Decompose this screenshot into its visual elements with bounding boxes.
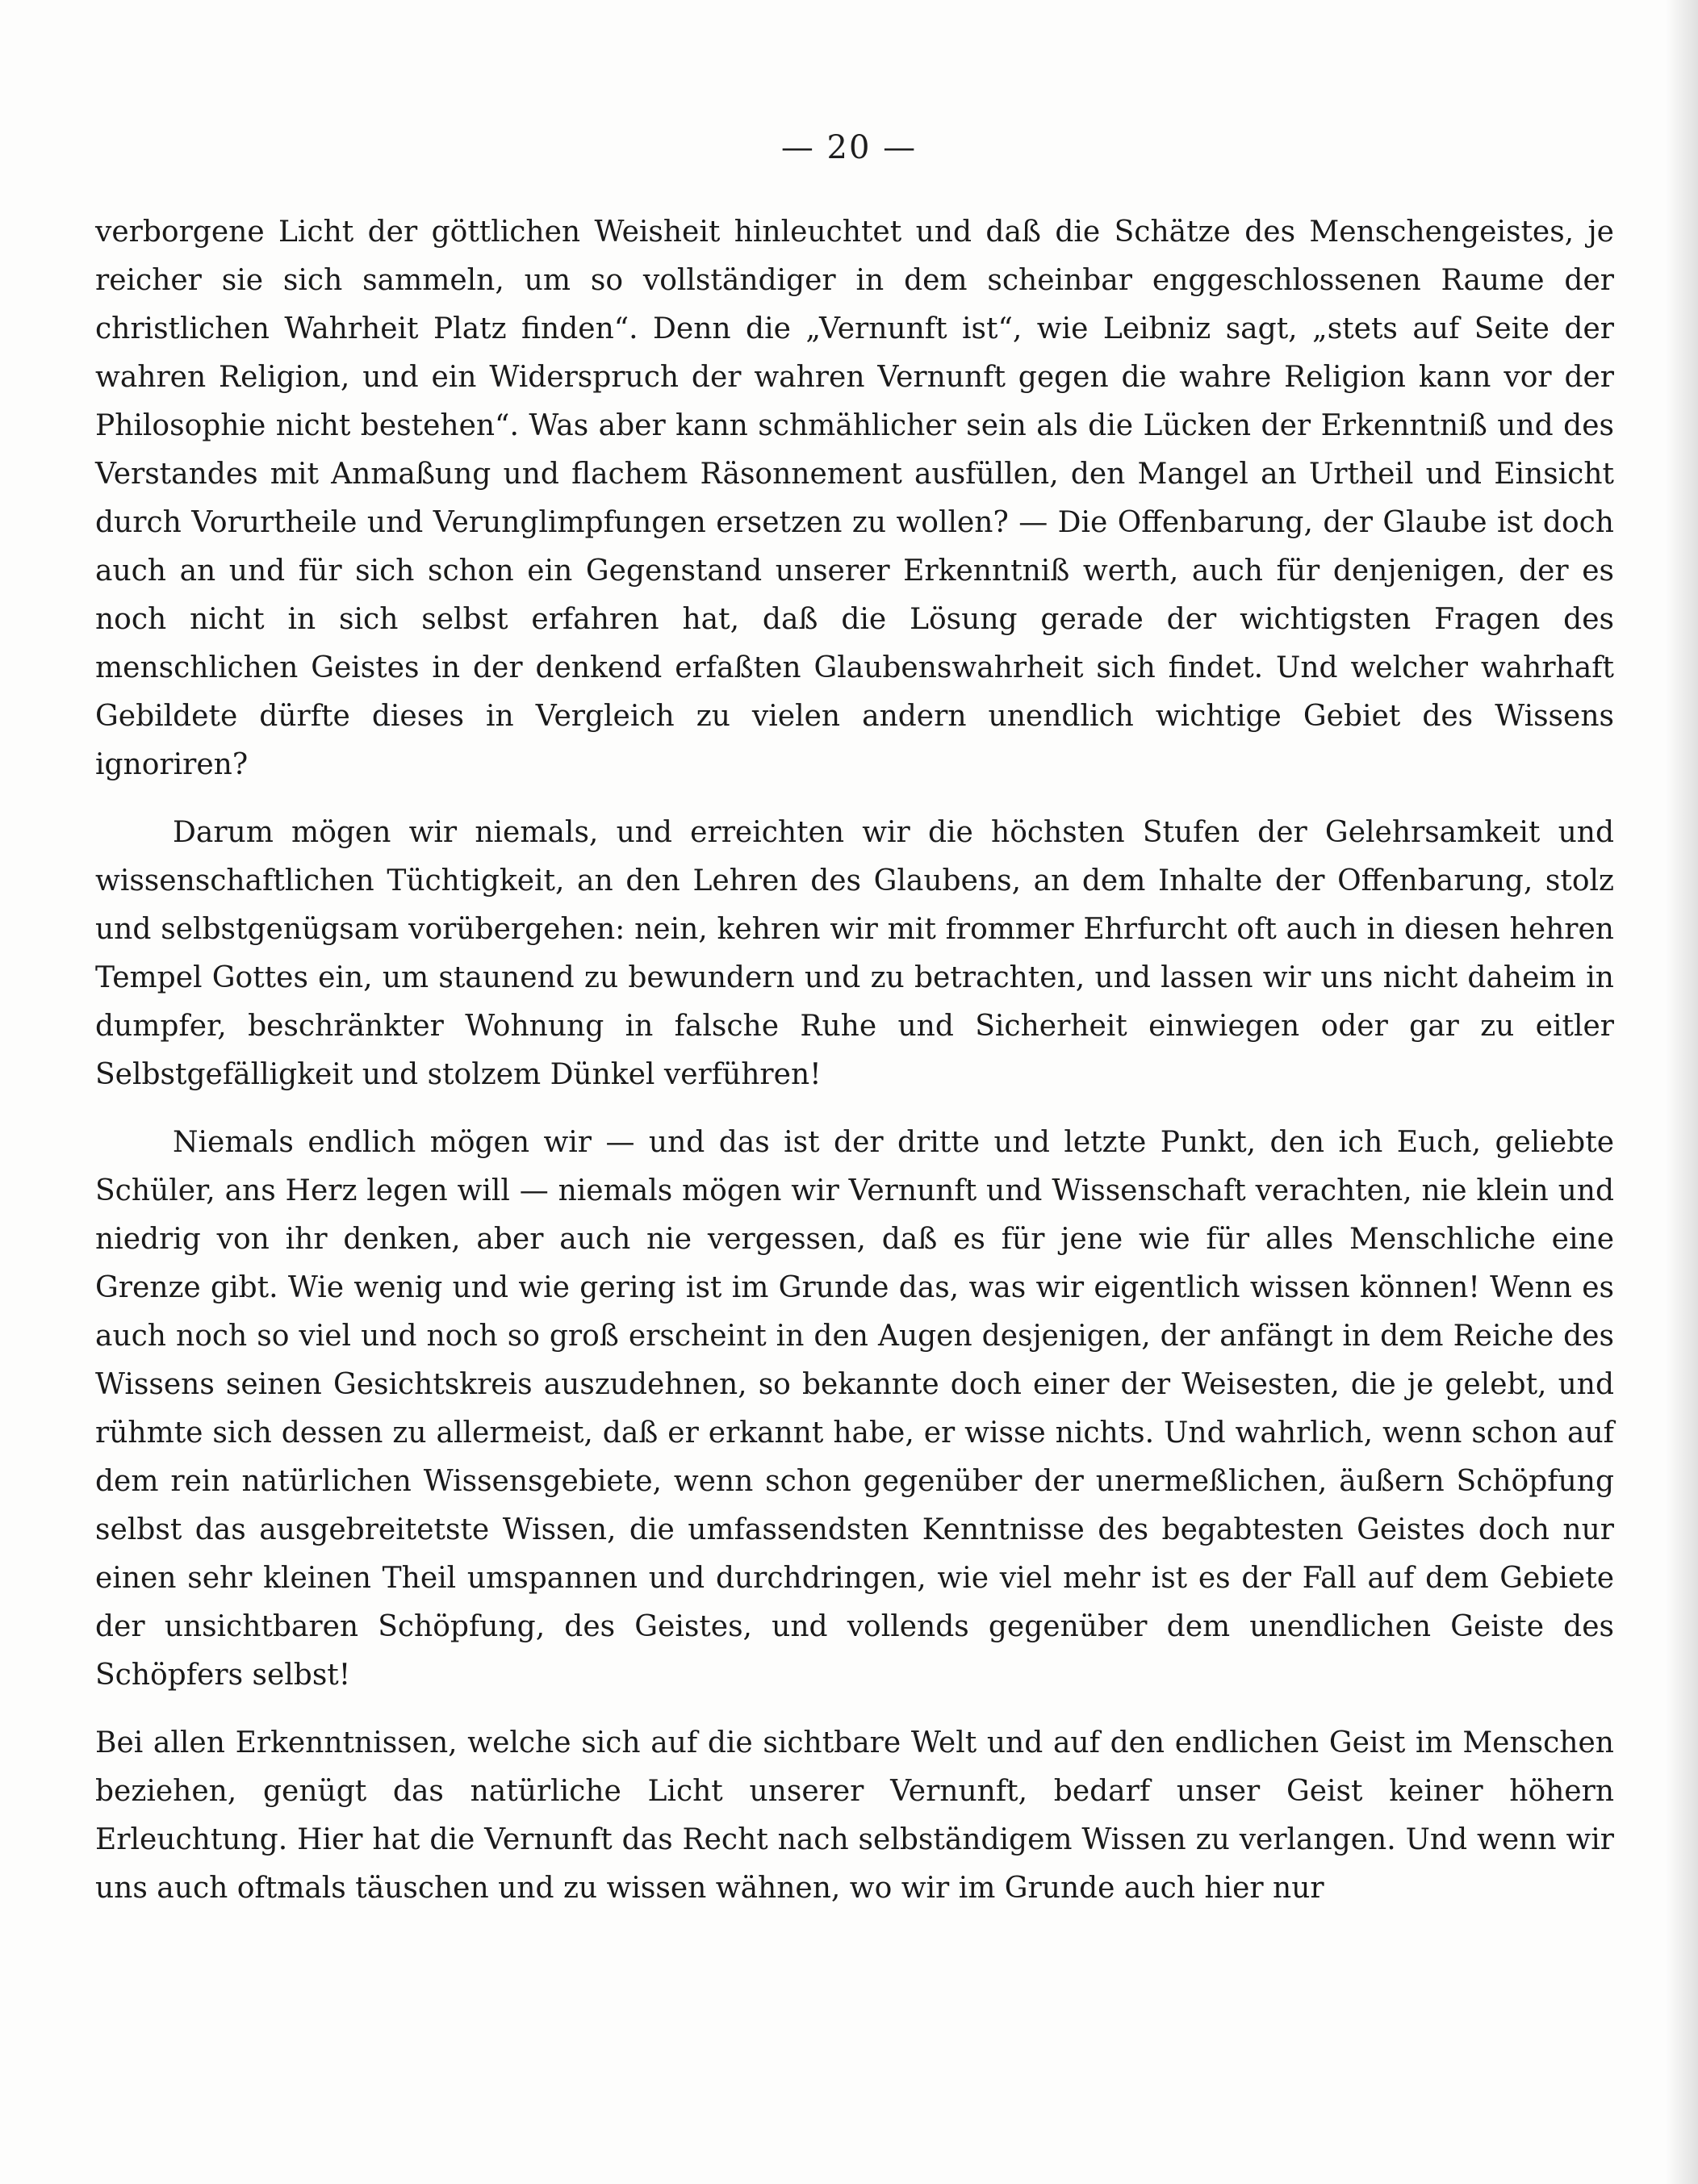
paragraph-4: Bei allen Erkenntnissen, welche sich auf die sichtbare Welt und auf den endlichen Geist im Menschen beziehen, genügt das natürliche Licht unserer Vernunft, bedarf unser Geist keiner höhern Erleuchtung. Hier hat die Vernunft das Recht nach selbständigem Wissen zu verlangen. Und wenn wir uns auch oftmals täuschen und zu wissen wähnen, wo wir im Grunde auch hier nur bbox=[95, 1726, 1614, 1905]
paragraph-2: Darum mögen wir niemals, und erreichten wir die höchsten Stufen der Gelehrsamkeit und wissenschaftlichen Tüchtigkeit, an den Lehren des Glaubens, an dem Inhalte der Offenbarung, stolz und selbstgenügsam vorübergehen: nein, kehren wir mit frommer Ehrfurcht oft auch in diesen hehren Tempel Gottes ein, um staunend zu bewundern und zu betrachten, und lassen wir uns nicht daheim in dumpfer, beschränkter Wohnung in falsche Ruhe und Sicherheit einwiegen oder gar zu eitler Selbstgefälligkeit und stolzem Dünkel verführen! bbox=[95, 816, 1614, 1091]
paragraph-3: Niemals endlich mögen wir — und das ist der dritte und letzte Punkt, den ich Euch, geliebte Schüler, ans Herz legen will — niemals mögen wir Vernunft und Wissenschaft verachten, nie klein und niedrig von ihr denken, aber auch nie vergessen, daß es für jene wie für alles Menschliche eine Grenze gibt. Wie wenig und wie gering ist im Grunde das, was wir eigentlich wissen können! Wenn es auch noch so viel und noch so groß erscheint in den Augen desjenigen, der anfängt in dem Reiche des Wissens seinen Gesichtskreis auszudehnen, so bekannte doch einer der Weisesten, die je gelebt, und rühmte sich dessen zu allermeist, daß er erkannt habe, er wisse nichts. Und wahrlich, wenn schon auf dem rein natürlichen Wissensgebiete, wenn schon gegenüber der unermeßlichen, äußern Schöpfung selbst das ausgebreitetste Wissen, die umfassendsten Kenntnisse des begabtesten Geistes doch nur einen sehr kleinen Theil umspannen und durchdringen, wie viel mehr ist es der Fall auf dem Gebiete der unsichtbaren Schöpfung, des Geistes, und vollends gegenüber dem unendlichen Geiste des Schöpfers selbst! bbox=[95, 1126, 1614, 1692]
page-binding-shadow bbox=[1666, 0, 1698, 2184]
page-number: — 20 — bbox=[780, 129, 918, 166]
body-text bbox=[95, 208, 1614, 1913]
paragraph-1-continuation: verborgene Licht der göttlichen Weisheit hinleuchtet und daß die Schätze des Menschengeistes, je reicher sie sich sammeln, um so vollständiger in dem scheinbar enggeschlossenen Raume der christlichen Wahrheit Platz finden“. Denn die „Vernunft ist“, wie Leibniz sagt, „stets auf Seite der wahren Religion, und ein Widerspruch der wahren Vernunft gegen die wahre Religion kann vor der Philosophie nicht bestehen“. Was aber kann schmählicher sein als die Lücken der Erkenntniß und des Verstandes mit Anmaßung und flachem Räsonnement ausfüllen, den Mangel an Urtheil und Einsicht durch Vorurtheile und Verunglimpfungen ersetzen zu wollen? — Die Offenbarung, der Glaube ist doch auch an und für sich schon ein Gegenstand unserer Erkenntniß werth, auch für denjenigen, der es noch nicht in sich selbst erfahren hat, daß die Lösung gerade der wichtigsten Fragen des menschlichen Geistes in der denkend erfaßten Glaubenswahrheit sich findet. Und welcher wahrhaft Gebildete dürfte dieses in Vergleich zu vielen andern unendlich wichtige Gebiet des Wissens ignoriren? bbox=[95, 215, 1614, 781]
